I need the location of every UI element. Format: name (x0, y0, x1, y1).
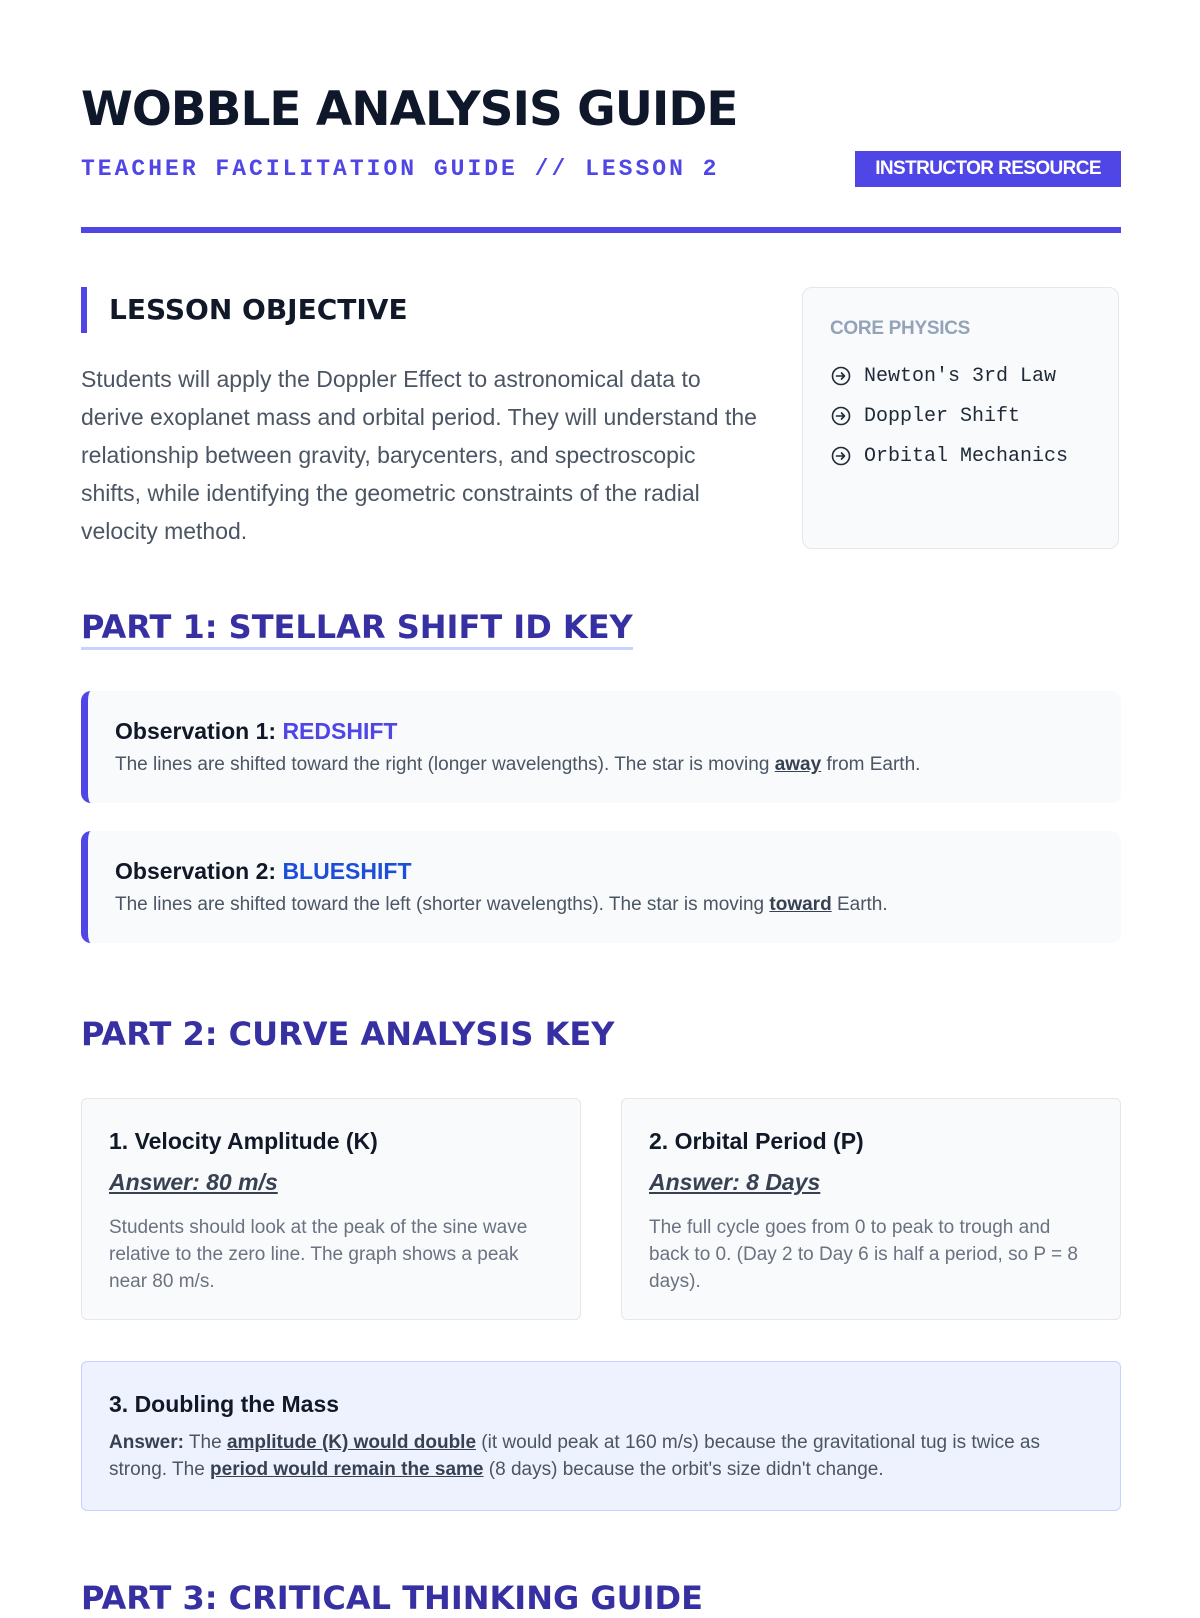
observation-text-part: Earth. (831, 894, 888, 915)
page-subtitle: TEACHER FACILITATION GUIDE // LESSON 2 (81, 156, 720, 182)
observation-text (115, 894, 888, 916)
core-physics-title: CORE PHYSICS (830, 318, 970, 339)
observation-text-part: The lines are shifted toward the right (longer wavelengths). The star is moving (115, 754, 775, 775)
card-answer: Answer: 8 Days (649, 1169, 821, 1195)
card-title: 3. Doubling the Mass (109, 1391, 340, 1417)
list-item (830, 436, 1068, 476)
lesson-objective-text: Students will apply the Doppler Effect to astronomical data to derive exoplanet mass and orbital period. They will understand the relationship between gravity, barycenters, and spectroscopic shifts, while identifying the geometric constraints of the radial velocity method. (81, 366, 757, 544)
part1-heading: PART 1: STELLAR SHIFT ID KEY (81, 607, 633, 650)
answer-label: Answer: (109, 1432, 184, 1453)
keyword: amplitude (K) would double (226, 1432, 477, 1453)
arrow-circle-icon (830, 365, 852, 387)
core-physics-item-label: Newton's 3rd Law (864, 364, 1057, 388)
list-item (830, 396, 1068, 436)
redshift-label: REDSHIFT (282, 718, 398, 744)
card-title: 2. Orbital Period (P) (649, 1128, 864, 1154)
observation-title (115, 858, 412, 885)
text-part: (it would peak at 160 m/s) because the gravitational tug is twice as strong. The (109, 1432, 1040, 1480)
header-divider (81, 227, 1121, 233)
part2-heading: PART 2: CURVE ANALYSIS KEY (81, 1015, 615, 1053)
observation-text (115, 754, 920, 776)
core-physics-item-label: Orbital Mechanics (864, 444, 1069, 468)
observation-keyword: away (774, 754, 822, 775)
observation-card-redshift (81, 691, 1121, 803)
observation-keyword: toward (769, 894, 832, 915)
observation-title (115, 718, 397, 745)
part3-heading: PART 3: CRITICAL THINKING GUIDE (81, 1579, 703, 1617)
card-answer: Answer: 80 m/s (109, 1169, 278, 1195)
text-part: (8 days) because the orbit's size didn't change. (483, 1459, 884, 1480)
velocity-amplitude-card (81, 1098, 581, 1320)
core-physics-panel (802, 287, 1119, 549)
page-title: WOBBLE ANALYSIS GUIDE (81, 82, 738, 137)
card-text: The full cycle goes from 0 to peak to trough and back to 0. (Day 2 to Day 6 is half a period, so P = 8 days). (649, 1217, 1078, 1292)
lesson-objective-heading: LESSON OBJECTIVE (81, 287, 408, 333)
blueshift-label: BLUESHIFT (282, 858, 412, 884)
card-text (109, 1429, 1099, 1483)
observation-text-part: from Earth. (821, 754, 921, 775)
core-physics-item-label: Doppler Shift (864, 404, 1021, 428)
arrow-circle-icon (830, 445, 852, 467)
card-text: Students should look at the peak of the sine wave relative to the zero line. The graph shows a peak near 80 m/s. (109, 1217, 528, 1292)
core-physics-list (830, 356, 1068, 476)
observation-card-blueshift (81, 831, 1121, 943)
observation-label: Observation 2: (115, 858, 283, 884)
arrow-circle-icon (830, 405, 852, 427)
observation-label: Observation 1: (115, 718, 283, 744)
list-item (830, 356, 1068, 396)
text-part: The (183, 1432, 227, 1453)
keyword: period would remain the same (210, 1459, 484, 1480)
doubling-mass-card (81, 1361, 1121, 1511)
observation-text-part: The lines are shifted toward the left (shorter wavelengths). The star is moving (115, 894, 770, 915)
card-title: 1. Velocity Amplitude (K) (109, 1128, 378, 1154)
orbital-period-card (621, 1098, 1121, 1320)
instructor-resource-badge: INSTRUCTOR RESOURCE (855, 151, 1121, 187)
